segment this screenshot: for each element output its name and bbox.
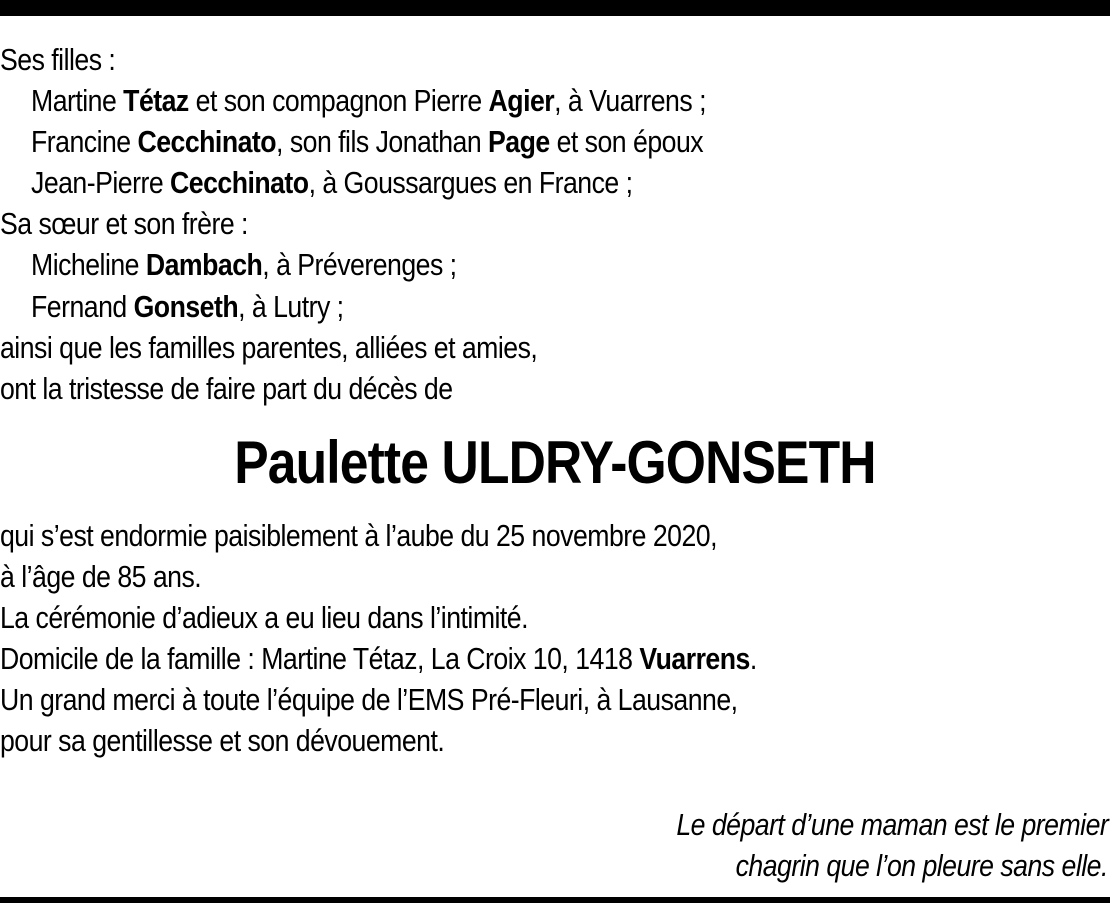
deceased-name-text: Paulette ULDRY-GONSETH — [234, 429, 876, 496]
quote-line2: chagrin que l’on pleure sans elle. — [735, 848, 1108, 883]
ceremony-line: La cérémonie d’adieux a eu lieu dans l’intimité. — [0, 600, 529, 635]
sister-line — [31, 244, 457, 285]
brother-surname: Gonseth — [133, 289, 239, 324]
brother-line — [31, 286, 344, 327]
daughter1-partner-surname: Agier — [488, 83, 555, 118]
thanks-line1: Un grand merci à toute l’équipe de l’EMS Pré-Fleuri, à Lausanne, — [0, 682, 738, 717]
daughter2-tail: et son époux — [556, 124, 704, 159]
daughters-heading: Ses filles : — [0, 42, 116, 77]
daughter1-middle: et son compagnon Pierre — [195, 83, 482, 118]
quote-line1: Le départ d’une maman est le premier — [676, 807, 1108, 842]
top-border — [0, 0, 1110, 16]
sister-given: Micheline — [31, 247, 139, 282]
brother-given: Fernand — [31, 289, 127, 324]
daughter1-place: , à Vuarrens ; — [554, 83, 706, 118]
daughter2-middle: , son fils Jonathan — [276, 124, 482, 159]
daughter2-line — [31, 121, 703, 162]
spouse-surname: Cecchinato — [170, 165, 309, 200]
daughter2-spouse-line — [31, 162, 633, 203]
daughter2-surname: Cecchinato — [137, 124, 277, 159]
announcement: ont la tristesse de faire part du décès de — [0, 371, 453, 406]
deceased-name — [0, 430, 1110, 496]
spouse-given: Jean-Pierre — [31, 165, 164, 200]
details-line2: à l’âge de 85 ans. — [0, 559, 202, 594]
daughter1-line — [31, 80, 706, 121]
thanks-line2: pour sa gentillesse et son dévouement. — [0, 723, 445, 758]
domicile-line — [0, 638, 757, 679]
siblings-heading: Sa sœur et son frère : — [0, 206, 248, 241]
details-line1: qui s’est endormie paisiblement à l’aube du 25 novembre 2020, — [0, 518, 717, 553]
daughter2-son-surname: Page — [488, 124, 550, 159]
daughter2-given: Francine — [31, 124, 131, 159]
domicile-end: . — [749, 641, 757, 676]
brother-place: , à Lutry ; — [238, 289, 344, 324]
daughter1-given: Martine — [31, 83, 117, 118]
bottom-border — [0, 897, 1110, 903]
domicile-place: Vuarrens — [639, 641, 750, 676]
sister-surname: Dambach — [145, 247, 263, 282]
extended-family: ainsi que les familles parentes, alliées et amies, — [0, 330, 538, 365]
spouse-place: , à Goussargues en France ; — [308, 165, 633, 200]
daughter1-surname: Tétaz — [123, 83, 189, 118]
sister-place: , à Préverenges ; — [262, 247, 457, 282]
domicile-text: Domicile de la famille : Martine Tétaz, La Croix 10, 1418 — [0, 641, 633, 676]
